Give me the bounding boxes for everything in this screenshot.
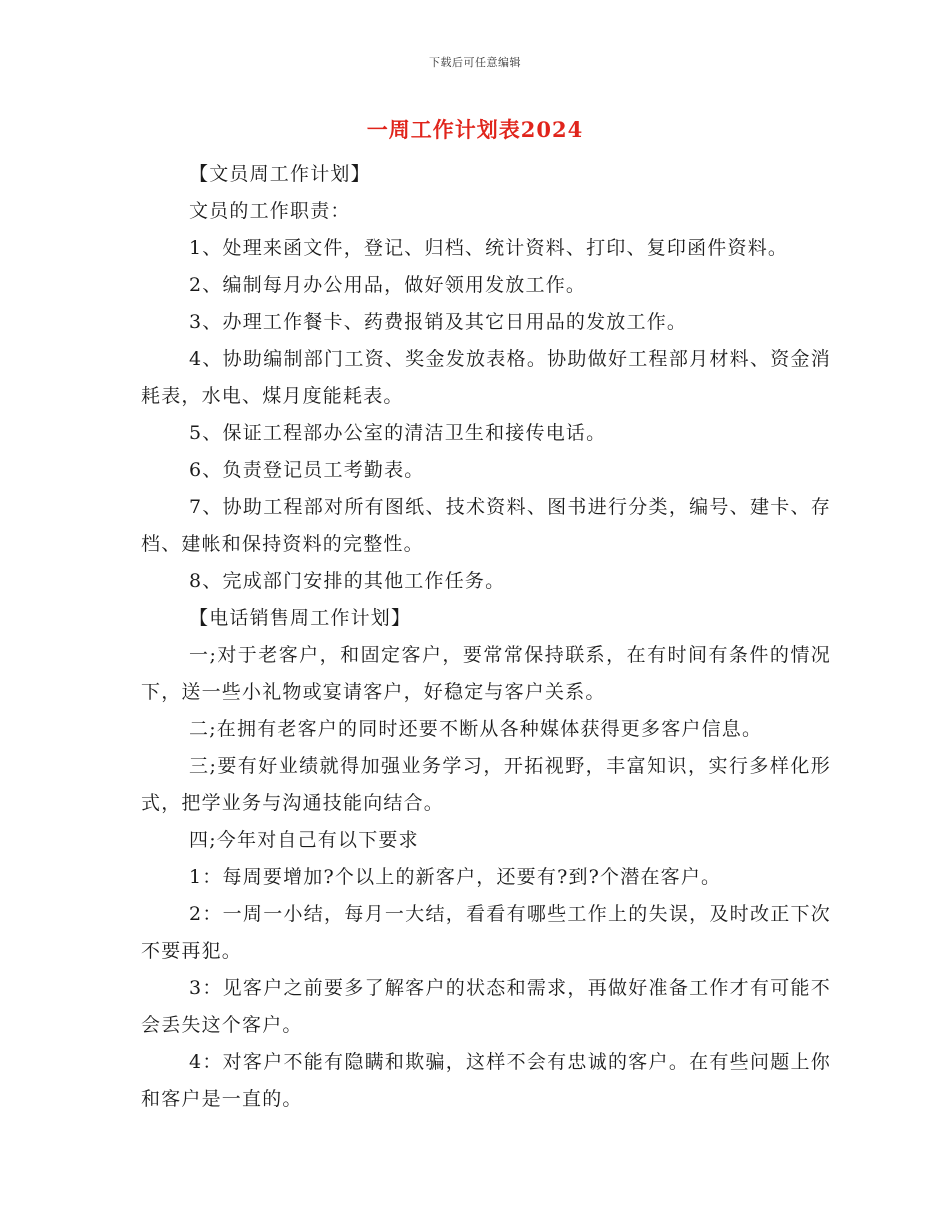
paragraph: 二;在拥有老客户的同时还要不断从各种媒体获得更多客户信息。	[189, 718, 763, 740]
section-heading-clerk: 【文员周工作计划】	[189, 163, 371, 185]
paragraph: 2、编制每月办公用品，做好领用发放工作。	[189, 274, 587, 296]
paragraph: 2：一周一小结，每月一大结，看看有哪些工作上的失误，及时改正下次不要再犯。	[141, 903, 831, 962]
paragraph: 文员的工作职责：	[189, 200, 351, 222]
document-body	[141, 156, 831, 1118]
paragraph: 6、负责登记员工考勤表。	[189, 459, 425, 481]
paragraph: 三;要有好业绩就得加强业务学习，开拓视野，丰富知识，实行多样化形式，把学业务与沟通技能向结合。	[141, 755, 831, 814]
paragraph: 四;今年对自己有以下要求	[189, 829, 419, 851]
document-title: 一周工作计划表2024	[366, 117, 584, 142]
paragraph: 5、保证工程部办公室的清洁卫生和接传电话。	[189, 422, 607, 444]
paragraph: 一;对于老客户，和固定客户，要常常保持联系，在有时间有条件的情况下，送一些小礼物或宴请客户，好稳定与客户关系。	[141, 644, 831, 703]
paragraph: 4：对客户不能有隐瞒和欺骗，这样不会有忠诚的客户。在有些问题上你和客户是一直的。	[141, 1051, 831, 1110]
section-heading-sales: 【电话销售周工作计划】	[189, 607, 412, 629]
paragraph: 1、处理来函文件，登记、归档、统计资料、打印、复印函件资料。	[189, 237, 789, 259]
paragraph: 7、协助工程部对所有图纸、技术资料、图书进行分类，编号、建卡、存档、建帐和保持资料的完整性。	[141, 496, 831, 555]
paragraph: 1：每周要增加?个以上的新客户，还要有?到?个潜在客户。	[189, 866, 722, 888]
paragraph: 3：见客户之前要多了解客户的状态和需求，再做好准备工作才有可能不会丢失这个客户。	[141, 977, 831, 1036]
paragraph: 8、完成部门安排的其他工作任务。	[189, 570, 506, 592]
paragraph: 3、办理工作餐卡、药费报销及其它日用品的发放工作。	[189, 311, 688, 333]
header-note: 下载后可任意编辑	[429, 56, 521, 69]
paragraph: 4、协助编制部门工资、奖金发放表格。协助做好工程部月材料、资金消耗表，水电、煤月度能耗表。	[141, 348, 831, 407]
